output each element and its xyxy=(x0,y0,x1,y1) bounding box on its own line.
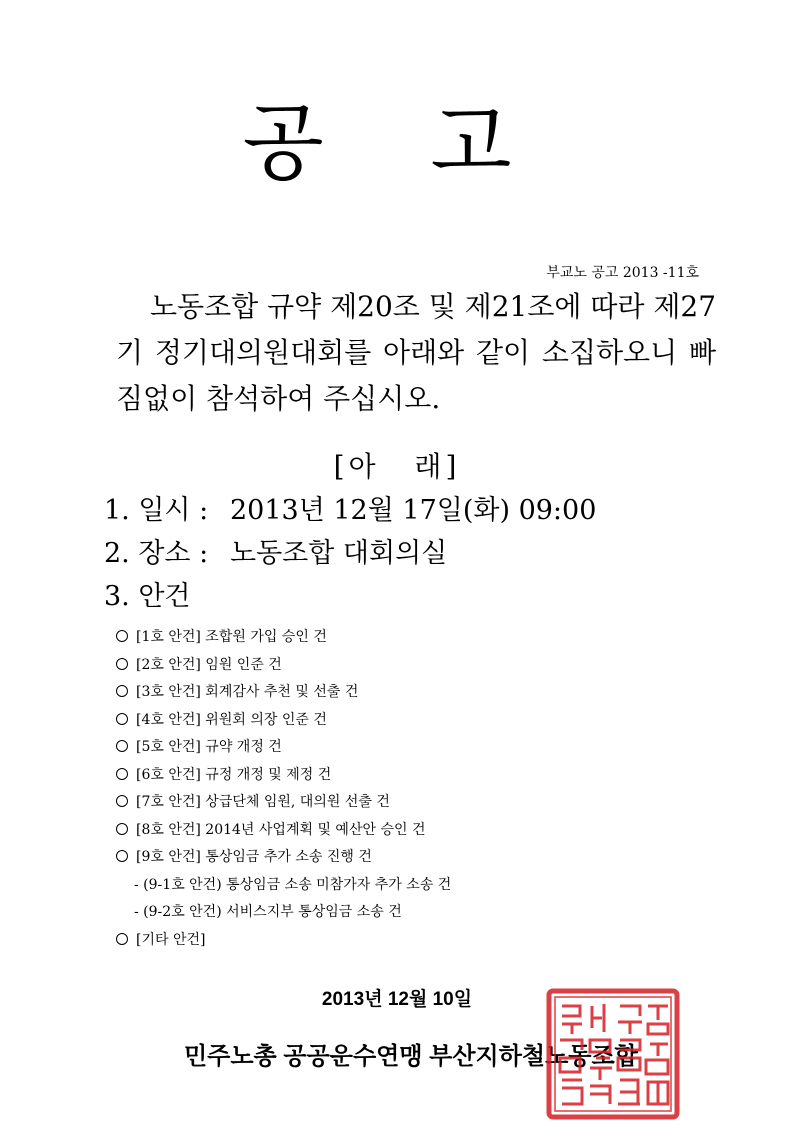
schedule-label: 1. 일시 : xyxy=(104,495,209,526)
intro-paragraph: 노동조합 규약 제20조 및 제21조에 따라 제27기 정기대의원대회를 아래와 같이 소집하오니 빠짐없이 참석하여 주십시오. xyxy=(116,290,717,415)
notice-date: 2013년 12월 10일 xyxy=(321,989,473,1010)
circle-bullet-icon xyxy=(116,685,128,697)
location-label: 2. 장소 : xyxy=(104,538,209,569)
circle-bullet-icon xyxy=(116,713,128,725)
circle-bullet-icon xyxy=(116,658,128,670)
location-item xyxy=(104,537,447,571)
section-heading: [아 래] xyxy=(333,450,461,483)
circle-bullet-icon xyxy=(116,823,128,835)
agenda-heading xyxy=(104,580,191,614)
circle-bullet-icon xyxy=(116,850,128,862)
agenda-item: [8호 안건] 2014년 사업계획 및 예산안 승인 건 xyxy=(116,817,676,845)
agenda-item: [5호 안건] 규약 개정 건 xyxy=(116,734,676,762)
circle-bullet-icon xyxy=(116,768,128,780)
schedule-item xyxy=(104,494,596,528)
agenda-item: [3호 안건] 회계감사 추천 및 선출 건 xyxy=(116,679,676,707)
agenda-item: [2호 안건] 임원 인준 건 xyxy=(116,652,676,680)
circle-bullet-icon xyxy=(116,933,128,945)
location-value: 노동조합 대회의실 xyxy=(230,538,448,569)
doc-number: 부교노 공고 2013 -11호 xyxy=(546,265,699,281)
schedule-value: 2013년 12월 17일(화) 09:00 xyxy=(230,495,597,526)
agenda-list xyxy=(116,624,676,954)
circle-bullet-icon xyxy=(116,740,128,752)
notice-title: 공 고 xyxy=(242,94,552,192)
union-seal-icon xyxy=(546,988,680,1120)
agenda-item: [9호 안건] 통상임금 추가 소송 진행 건 xyxy=(116,844,676,872)
agenda-item: [4호 안건] 위원회 의장 인준 건 xyxy=(116,707,676,735)
circle-bullet-icon xyxy=(116,630,128,642)
sub-agenda-item: - (9-2호 안건) 서비스지부 통상임금 소송 건 xyxy=(134,904,402,920)
agenda-item: [6호 안건] 규정 개정 및 제정 건 xyxy=(116,762,676,790)
agenda-item: [1호 안건] 조합원 가입 승인 건 xyxy=(116,624,676,652)
organization-name: 민주노총 공공운수연맹 부산지하철노동조합 xyxy=(184,1043,638,1070)
sub-agenda-item: - (9-1호 안건) 통상임금 소송 미참가자 추가 소송 건 xyxy=(134,876,452,893)
agenda-item: [7호 안건] 상급단체 임원, 대의원 선출 건 xyxy=(116,789,676,817)
agenda-item: [기타 안건] xyxy=(116,927,676,955)
circle-bullet-icon xyxy=(116,795,128,807)
agenda-heading-label: 3. 안건 xyxy=(104,581,191,612)
